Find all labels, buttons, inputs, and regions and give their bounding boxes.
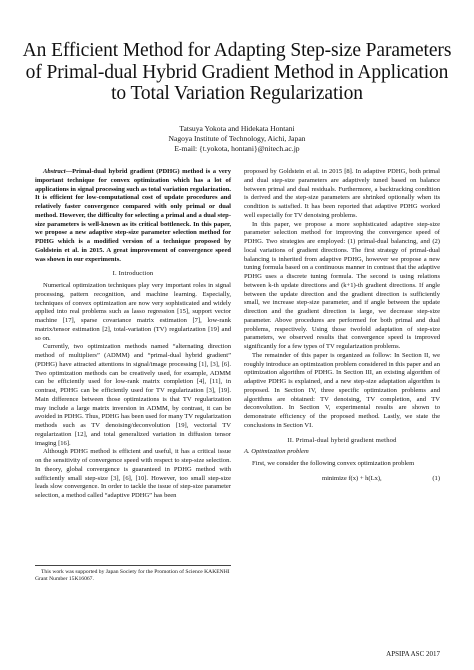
intro-paragraph-2: Currently, two optimization methods named “alternating direction method of multipliers” (ADMM) and “primal-dual hybrid gradient” (PDHG) have attracted attentions in signal/image processing [1], [3], [6]. Two optimization methods can be creatively used, for example, ADMM can be efficiently used for low-rank matrix completion [4], [11], in contrast, PDHG can be efficiently used for TV regularization [3], [19]. Main difference between those optimizations is that TV regularization may include a large matrix inversion in ADMM, by contrast, it can be avoided in PDHG. Thus, PDHG has been used for many TV regularization methods such as TV denoising/deconvolution [19], vectorial TV regularization [12], and total generalized variation in diffusion tensor imaging [16].	[35, 343, 231, 447]
abstract-text: —Primal-dual hybrid gradient (PDHG) method is a very important technique for convex optimization which has a lot of applications in signal processing such as total variation regularization. It is efficient for low-computational cost of update procedures and relatively faster convergence compared with only primal or dual method. However, the difficulty for selecting a primal and a dual step-size parameters is well-known as its critical bottleneck. In this paper, we propose a new adaptive step-size parameter selection method for PDHG which is a modified version of a technique proposed by Goldstein et al. in 2015. A great improvement of convergence speed was shown in our experiments.	[35, 168, 232, 263]
left-column	[35, 168, 231, 501]
optimization-subheading: A. Optimization problem	[244, 448, 309, 456]
right-paragraph-1: proposed by Goldstein et al. in 2015 [8]. In adaptive PDHG, both primal and dual step-size parameters are adaptively tuned based on balance between primal and dual residuals. Furthermore, a backtracking condition is derived and the step-size parameters are shrinked optionally when its condition is satisfied. It has been reported that adaptive PDHG worked well especially for TV denoising problems.	[244, 168, 440, 219]
pdhg-heading: II. Primal-dual hybrid gradient method	[287, 436, 397, 444]
optimization-paragraph: First, we consider the following convex optimization problem	[252, 460, 415, 467]
intro-heading: I. Introduction	[112, 270, 154, 278]
intro-paragraph-1: Numerical optimization techniques play very important roles in signal processing, pattern recognition, and machine learning. Especially, techniques of convex optimization are now very sophisticated and widely applied into real problems such as lasso regression [15], support vector machine [17], sparse covariance matrix estimation [7], low-rank matrix/tensor estimation [2], total-variation (TV) regularization [19] and so on.	[35, 282, 231, 342]
footnote-text: This work was supported by Japan Society for the Promotion of Science KAKENHI Grant Number 15K16067.	[35, 569, 230, 583]
right-paragraph-3: The remainder of this paper is organized as follow: In Section II, we roughly introduce an optimization problem considered in this paper and an optimization algorithm of PDHG. In Section III, an existing algorithm of adaptive PDHG is explained, and a new step-size adaptation algorithm is proposed. In Section IV, three specific optimization problems and algorithms are obtained: TV denoising, TV completion, and TV deconvolution. In Section V, experimental results are shown to demonstrate efficiency of the proposed method. Lastly, we state the conclusions in Section VI.	[244, 351, 440, 429]
paper-title: An Efficient Method for Adapting Step-size Parameters of Primal-dual Hybrid Gradient Method in Application to Total Variation Regularization	[22, 40, 452, 104]
author-block	[20, 124, 454, 153]
abstract	[35, 168, 231, 264]
conference-footer: APSIPA ASC 2017	[386, 650, 440, 658]
equation-body: minimize f(x) + h(Lx),	[322, 474, 382, 482]
right-paragraph-2: In this paper, we propose a more sophisticated adaptive step-size parameter selection method for improving the convergence speed of PDHG. Two strategies are employed: (1) primal-dual balancing, and (2) local variations of gradient directions. The first strategy of primal-dual balancing is inherited from adaptive PDHG, however we propose a new tuning formula based on a continuous manner in contrast that the adaptive PDHG uses a discrete tuning formula. The second is using relations between k-th update directions and (k+1)-th gradient directions. If angle between the update direction and the gradient direction is sufficiently small, we increase step-size parameter, and if angle between the update direction and the gradient direction is large, we decrease step-size parameter. Above procedures are performed for both primal and dual problems, respectively. Using those twofold adaptation of step-size parameters, we observed results that convergence speed is improved significantly for a few types of TV regularization problems.	[244, 220, 440, 350]
equation-number: (1)	[432, 474, 440, 482]
equation-1	[244, 475, 440, 484]
right-column	[244, 168, 440, 484]
affiliation: Nagoya Institute of Technology, Aichi, Japan	[168, 133, 306, 143]
intro-paragraph-3: Although PDHG method is efficient and useful, it has a critical issue on the sensitivity of convergence speed with respect to step-size selection. In theory, global convergence is guaranteed in PDHG method with sufficiently small step-size [3], [6], [10]. However, too small step-size leads slow convergence. In order to tackle the issue of step-size parameter selection, a method called “adaptive PDHG” has been	[35, 448, 231, 499]
author-names: Tatsuya Yokota and Hidekata Hontani	[179, 124, 295, 133]
footnote	[35, 565, 231, 583]
abstract-label: Abstract	[43, 168, 66, 175]
email: E-mail: {t.yokota, hontani}@nitech.ac.jp	[174, 143, 300, 153]
